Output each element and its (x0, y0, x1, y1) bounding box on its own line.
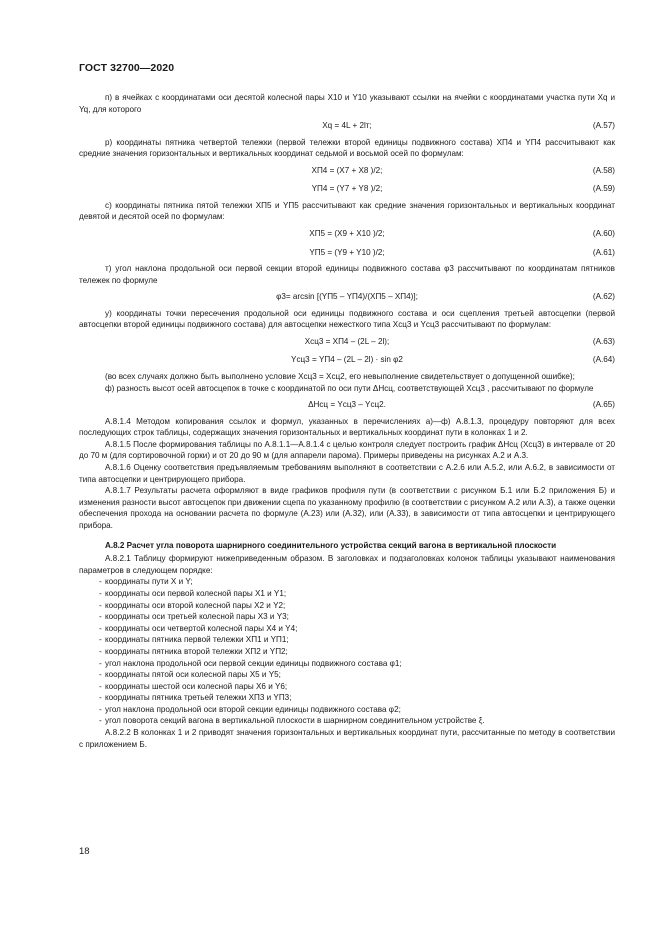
list-item: - координаты оси четвертой колесной пары X4 и Y4; (79, 623, 615, 635)
list-item: - координаты пятника второй тележки XП2 и YП2; (79, 646, 615, 658)
paragraph-a814: А.8.1.4 Методом копирования ссылок и формул, указанных в перечислениях а)—ф) А.8.1.3, процедуру повторяют для всех последующих строк таблицы, содержащих значения горизонтальных и вертикальных координат пути в колонках 1 и 2. (79, 416, 615, 438)
formula-number: (А.57) (592, 121, 615, 131)
paragraph-a815: А.8.1.5 После формирования таблицы по А.8.1.1—А.8.1.4 с целью контроля следует построить график ΔHсц (Xсц3) в интервале от 20 до 70 м (для сортировочной горки) и от 20 до 90 м (для аппарели парома). Примеры приведены на рисунках А.2 и А.3. (79, 439, 615, 461)
formula-a63 (79, 334, 615, 350)
list-item: - координаты оси второй колесной пары X2 и Y2; (79, 600, 615, 612)
formula-expression: XП5 = (X9 + X10 )/2; (309, 229, 385, 239)
formula-expression: YП4 = (Y7 + Y8 )/2; (311, 184, 383, 194)
formula-expression: XП4 = (X7 + X8 )/2; (311, 165, 383, 175)
formula-a61 (79, 245, 615, 261)
formula-expression: ΔHсц = Yсц3 – Yсц2. (308, 400, 386, 410)
list-item: - координаты пятника третьей тележки XП3 и YП3; (79, 692, 615, 704)
formula-a65 (79, 397, 615, 413)
paragraph-u: у) координаты точки пересечения продольной оси единицы подвижного состава и оси сцепления третьей автосцепки (первой автосцепки второй единицы подвижного состава) для автосцепки нежесткого типа Xсц3 и Yсц3 рассчитывают по формулам: (79, 308, 615, 330)
parameter-list (79, 576, 615, 727)
formula-expression: φ3= arcsin [(YП5 – YП4)/(XП5 – XП4)]; (276, 292, 418, 302)
list-item: - координаты оси первой колесной пары X1 и Y1; (79, 588, 615, 600)
formula-number: (А.59) (592, 184, 615, 194)
formula-number: (А.65) (592, 400, 615, 410)
formula-number: (А.63) (592, 336, 615, 346)
formula-number: (А.60) (592, 229, 615, 239)
page-header: ГОСТ 32700—2020 (79, 62, 175, 74)
formula-expression: YП5 = (Y9 + Y10 )/2; (309, 247, 385, 257)
formula-number: (А.61) (592, 247, 615, 257)
formula-a58 (79, 163, 615, 179)
formula-number: (А.62) (592, 292, 615, 302)
page-content (79, 92, 615, 750)
list-item: - координаты пути X и Y; (79, 576, 615, 588)
formula-expression: Xсц3 = XП4 – (2L – 2l); (304, 336, 390, 346)
list-item: - координаты пятой оси колесной пары X5 и Y5; (79, 669, 615, 681)
formula-a60 (79, 226, 615, 242)
list-item: - координаты шестой оси колесной пары X6 и Y6; (79, 681, 615, 693)
formula-number: (А.64) (592, 355, 615, 365)
formula-a64 (79, 352, 615, 368)
paragraph-a821: А.8.2.1 Таблицу формируют нижеприведенным образом. В заголовках и подзаголовках колонок таблицы указывают наименования параметров в следующем порядке: (79, 554, 615, 575)
paragraph-a817: А.8.1.7 Результаты расчета оформляют в виде графиков профиля пути (в соответствии с рисунком Б.1 или Б.2 приложения Б) и изменения разности высот автосцепок при движении сцепа по указанному профилю (в соответствии с рисунком А.2 или А.3), а также оценки обеспечения прохода на основании расчета по формуле (А.23) или (А.32), или (А.33), в зависимости от типа автосцепки и центрирующего прибора. (79, 486, 615, 530)
list-item: - угол наклона продольной оси первой секции единицы подвижного состава φ1; (79, 658, 615, 670)
list-item: - координаты оси третьей колесной пары X3 и Y3; (79, 611, 615, 623)
list-item: - угол наклона продольной оси второй секции единицы подвижного состава φ2; (79, 704, 615, 716)
list-item: - угол поворота секций вагона в вертикальной плоскости в шарнирном соединительном устройстве ξ. (79, 715, 615, 727)
formula-a57 (79, 118, 615, 134)
paragraph-p: п) в ячейках с координатами оси десятой колесной пары X10 и Y10 указывают ссылки на ячейки с координатами участка пути Xq и Yq, для которого (79, 93, 615, 114)
paragraph-s: с) координаты пятника пятой тележки XП5 и YП5 рассчитывают как средние значения горизонтальных и вертикальных координат девятой и десятой осей по формулам: (79, 200, 615, 222)
paragraph-a816: А.8.1.6 Оценку соответствия предъявляемым требованиям выполняют в соответствии с А.2.6 или А.5.2, или А.6.2, в зависимости от типа автосцепки и центрирующего прибора. (79, 463, 615, 484)
section-heading-a82: А.8.2 Расчет угла поворота шарнирного соединительного устройства секций вагона в вертикальной плоскости (105, 540, 557, 550)
paragraph-f: ф) разность высот осей автосцепок в точке с координатой по оси пути ΔHсц, соответствующей Xсц3 , рассчитывают по формуле (105, 383, 594, 393)
list-item: - координаты пятника первой тележки XП1 и YП1; (79, 634, 615, 646)
page-number: 18 (79, 846, 90, 857)
paragraph-t: т) угол наклона продольной оси первой секции второй единицы подвижного состава φ3 рассчитывают по координатам пятников тележек по формуле (79, 264, 615, 285)
formula-a62 (79, 289, 615, 305)
formula-expression: Xq = 4L + 2lт; (322, 121, 372, 131)
paragraph-a822: А.8.2.2 В колонках 1 и 2 приводят значения горизонтальных и вертикальных координат пути, рассчитанные по методу в соответствии с приложением Б. (79, 728, 615, 749)
formula-expression: Yсц3 = YП4 – (2L – 2l) · sin φ2 (291, 355, 403, 365)
formula-number: (А.58) (592, 165, 615, 175)
paragraph-note: (во всех случаях должно быть выполнено условие Xсц3 = Xсц2, его невыполнение свидетельствует о допущенной ошибке); (105, 371, 575, 381)
paragraph-r: р) координаты пятника четвертой тележки (первой тележки второй единицы подвижного состава) XП4 и YП4 рассчитывают как средние значения горизонтальных и вертикальных координат седьмой и восьмой осей по формулам: (79, 137, 615, 159)
formula-a59 (79, 181, 615, 197)
